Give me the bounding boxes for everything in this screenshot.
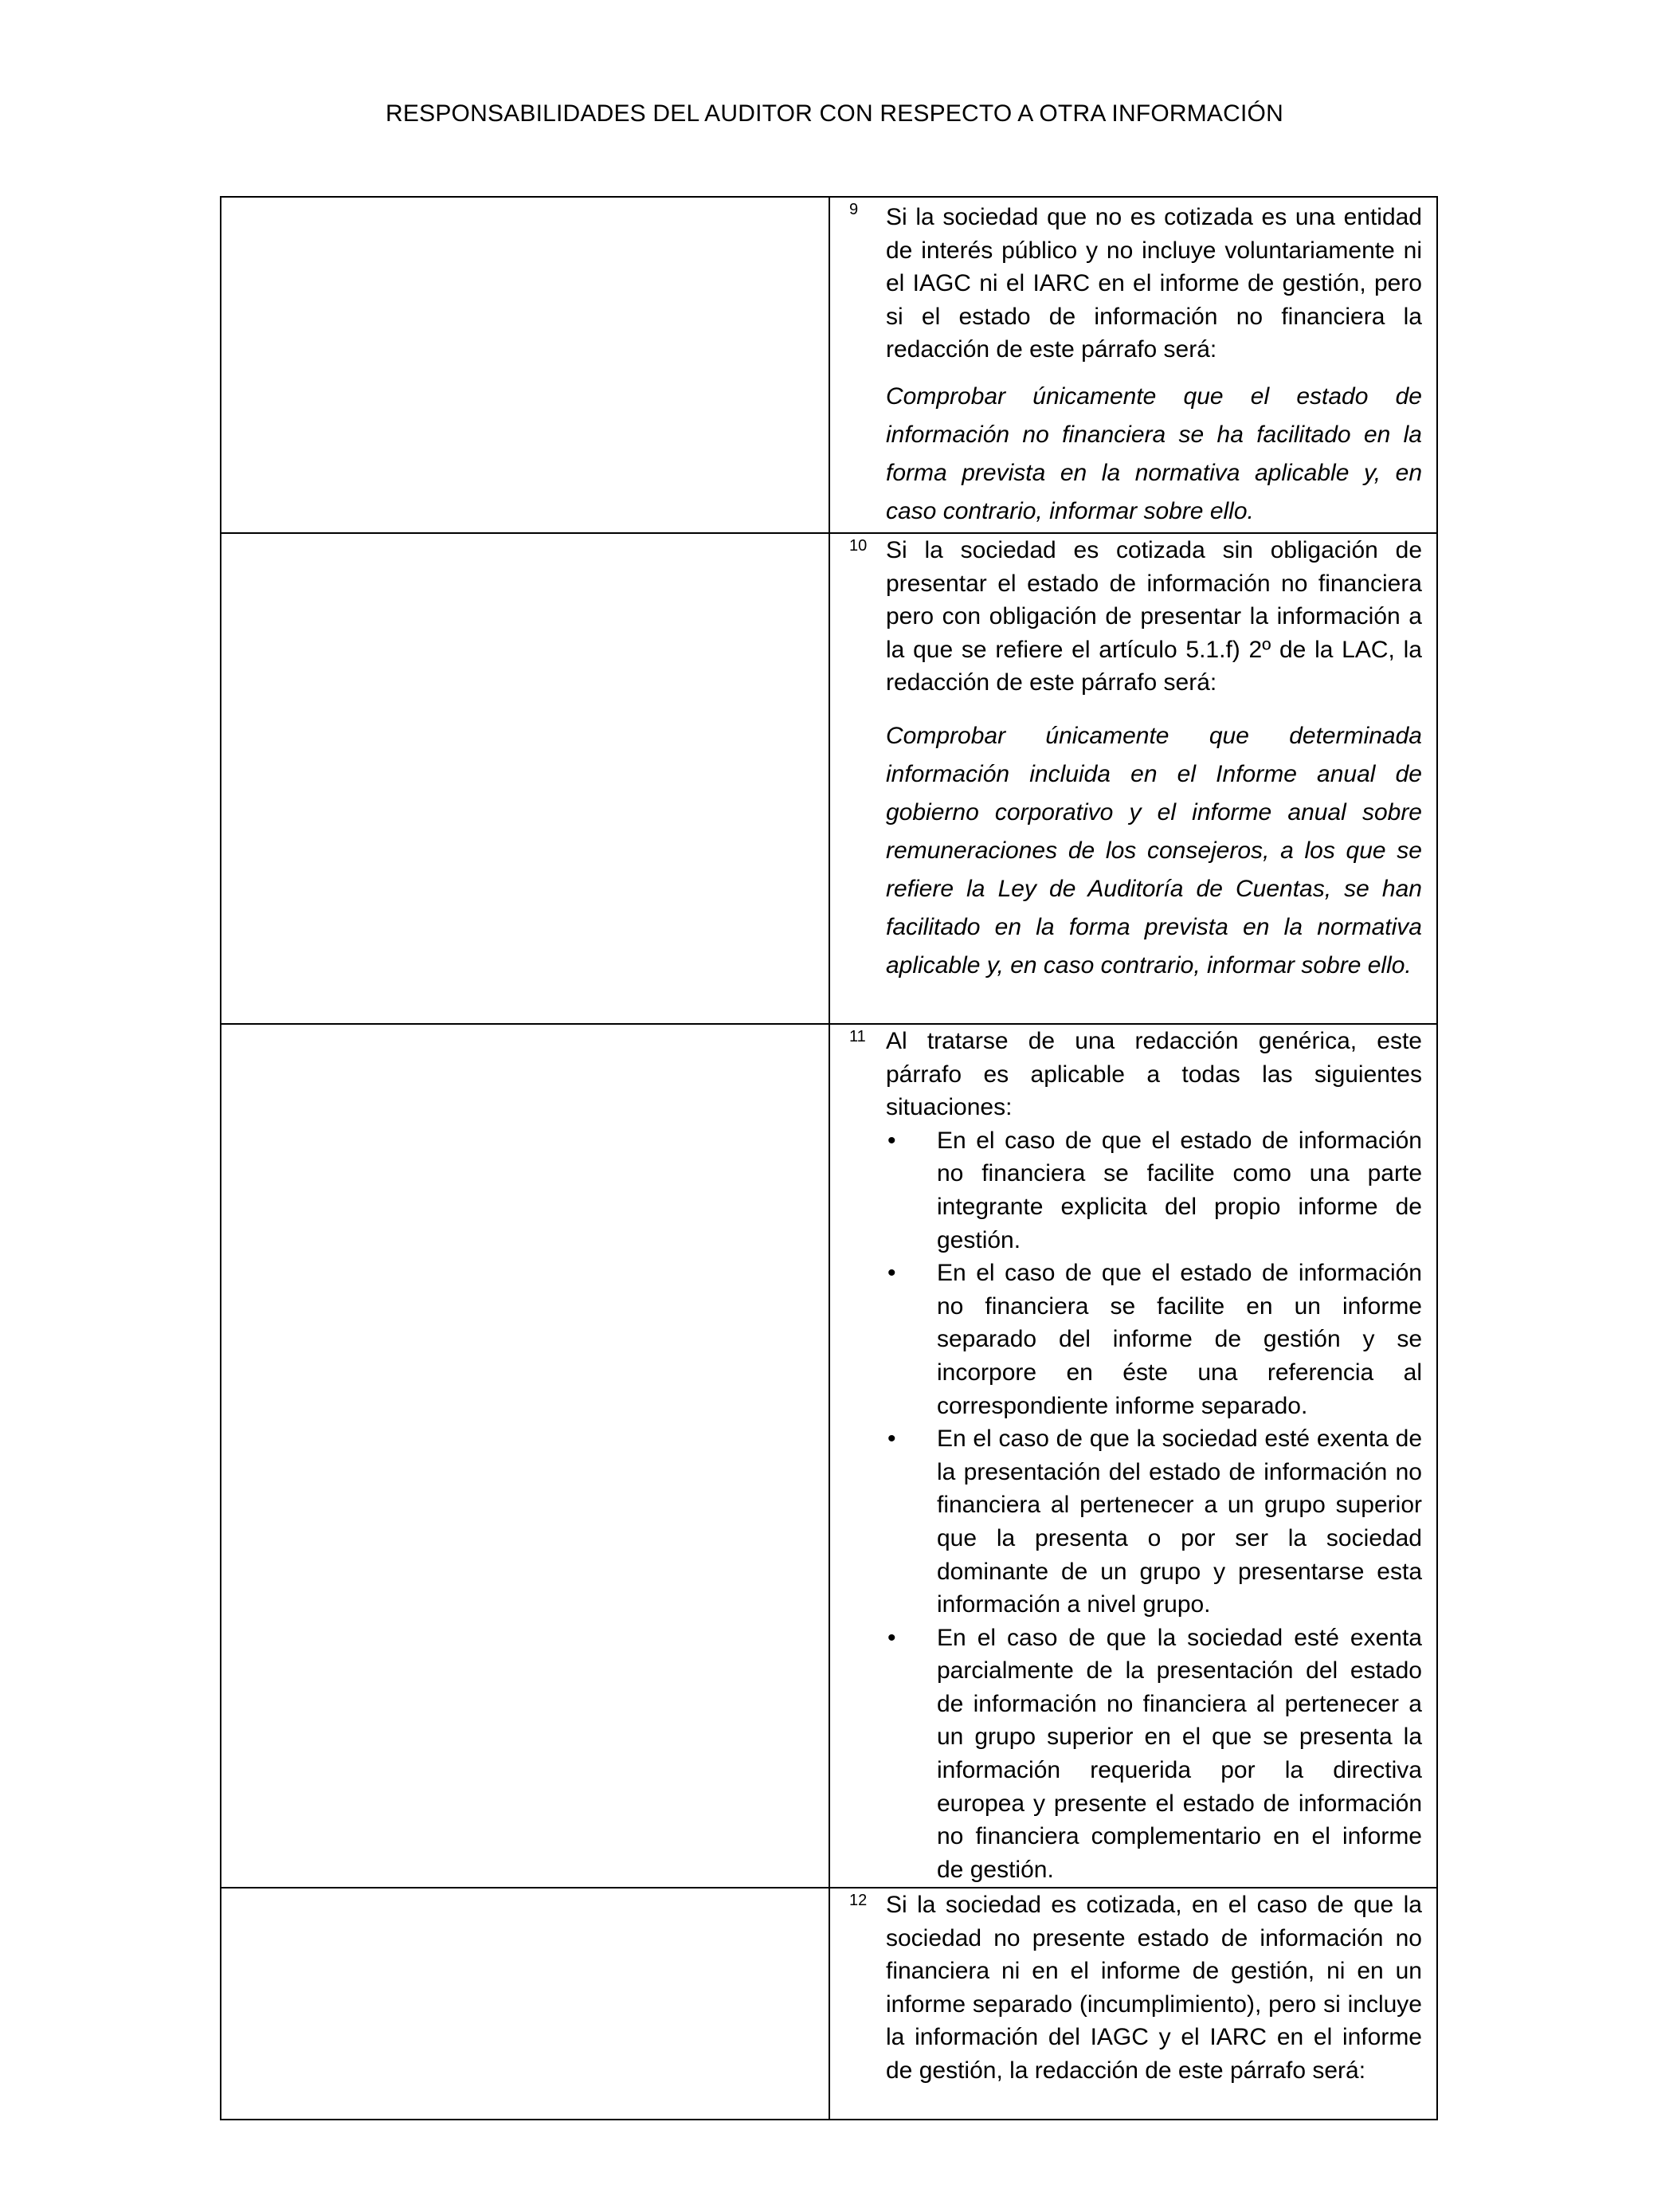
model-paragraph: Comprobar únicamente que el estado de información no financiera se ha facilitado en la forma prevista en la normativa aplicable y, en caso contrario, informar sobre ello.: [886, 382, 1422, 524]
page-title: RESPONSABILIDADES DEL AUDITOR CON RESPECTO A OTRA INFORMACIÓN: [386, 100, 1283, 127]
empty-cell: [221, 197, 829, 533]
note-cell: [829, 1888, 1437, 2120]
table-row: [221, 1888, 1437, 2120]
model-paragraph: Comprobar únicamente que determinada información incluida en el Informe anual de gobierno corporativo y el informe anual sobre remuneraciones de los consejeros, a los que se refiere la Ley de Auditoría de Cuentas, se han facilitado en la forma prevista en la normativa aplicable y, en caso contrario, informar sobre ello.: [886, 722, 1422, 979]
list-item: [886, 1622, 1422, 1887]
list-item: [886, 1422, 1422, 1622]
bullet-icon: •: [887, 1127, 896, 1154]
list-item-text: En el caso de que la sociedad esté exenta de la presentación del estado de información no financiera al pertenecer a un grupo superior que la presenta o por ser la sociedad dominante de un grupo y presentarse esta información a nivel grupo.: [937, 1426, 1422, 1618]
footnote-number: 11: [849, 1028, 866, 1045]
list-item-text: En el caso de que el estado de información no financiera se facilite como una parte integrante explicita del propio informe de gestión.: [937, 1127, 1422, 1253]
situations-list: [886, 1124, 1422, 1887]
table-row: [221, 197, 1437, 533]
list-item-text: En el caso de que el estado de información no financiera se facilite en un informe separado del informe de gestión y se incorpore en éste una referencia al correspondiente informe separado.: [937, 1260, 1422, 1419]
empty-cell: [221, 1888, 829, 2120]
note-text: Si la sociedad es cotizada sin obligación de presentar el estado de información no financiera pero con obligación de presentar la información a la que se refiere el artículo 5.1.f) 2º de la LAC, la redacción de este párrafo será:: [886, 537, 1422, 696]
list-item: [886, 1124, 1422, 1257]
empty-cell: [221, 1024, 829, 1888]
empty-cell: [221, 533, 829, 1024]
note-text: Si la sociedad es cotizada, en el caso de que la sociedad no presente estado de información no financiera ni en el informe de gestión, ni en un informe separado (incumplimiento), pero si incluye la información del IAGC y el IARC en el informe de gestión, la redacción de este párrafo será:: [886, 1892, 1422, 2084]
table-row: [221, 533, 1437, 1024]
footnotes-table: [220, 196, 1438, 2120]
list-item: [886, 1257, 1422, 1422]
bullet-icon: •: [887, 1260, 896, 1287]
footnote-number: 10: [849, 537, 868, 555]
bullet-icon: •: [887, 1426, 896, 1453]
bullet-icon: •: [887, 1624, 896, 1651]
list-item-text: En el caso de que la sociedad esté exenta parcialmente de la presentación del estado de información no financiera al pertenecer a un grupo superior en el que se presenta la información requerida por la directiva europea y presente el estado de información no financiera complementario en el informe de gestión.: [937, 1624, 1422, 1883]
note-cell: [829, 197, 1437, 533]
note-cell: [829, 1024, 1437, 1888]
note-text: Si la sociedad que no es cotizada es una entidad de interés público y no incluye voluntariamente ni el IAGC ni el IARC en el informe de gestión, pero si el estado de información no financiera la redacción de este párrafo será:: [886, 204, 1422, 363]
footnote-number: 9: [849, 201, 859, 218]
note-cell: [829, 533, 1437, 1024]
table-row: [221, 1024, 1437, 1888]
footnote-number: 12: [849, 1892, 868, 1909]
note-text: Al tratarse de una redacción genérica, este párrafo es aplicable a todas las siguientes situaciones:: [886, 1028, 1422, 1121]
